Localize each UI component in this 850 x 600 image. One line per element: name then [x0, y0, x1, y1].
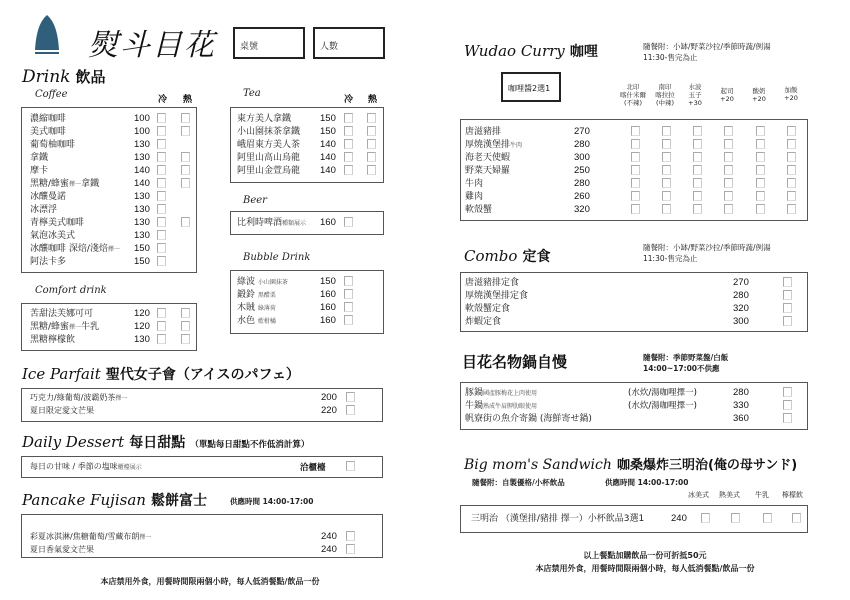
cold-checkbox[interactable] [157, 243, 166, 253]
menu-item: 東方美人拿鐵 150 [231, 113, 383, 125]
order-checkbox[interactable] [346, 544, 355, 554]
hot-checkbox[interactable] [181, 178, 190, 188]
menu-item: 每日の甘味 / 季節の塩味櫃檯展示 洽櫃檯 [22, 461, 382, 473]
order-checkbox[interactable] [783, 277, 792, 287]
menu-item: 冰釀咖啡 深焙/淺焙擇一 150 [22, 243, 196, 255]
menu-item: 厚燒漢堡排定食 280 [461, 290, 807, 302]
curry-option-yogurt: 酸奶 +20 [752, 87, 766, 103]
cold-checkbox[interactable] [157, 139, 166, 149]
option-checkbox[interactable] [631, 126, 640, 136]
option-checkbox[interactable] [662, 191, 671, 201]
order-checkbox[interactable] [783, 400, 792, 410]
cold-checkbox[interactable] [344, 165, 353, 175]
tea-cold-header: 冷 [344, 95, 354, 105]
hot-checkbox[interactable] [181, 308, 190, 318]
option-checkbox[interactable] [693, 126, 702, 136]
drink-option-checkbox[interactable] [763, 513, 772, 523]
option-checkbox[interactable] [724, 126, 733, 136]
order-checkbox[interactable] [346, 392, 355, 402]
coffee-subtitle: Coffee [35, 89, 68, 100]
option-checkbox[interactable] [787, 139, 796, 149]
menu-item: 彩夏冰淇淋/焦糖葡萄/雪藏布朗擇一 240 [22, 531, 382, 543]
menu-item: 峨眉東方美人茶 140 [231, 139, 383, 151]
menu-item: 海老天使蝦 300 [461, 152, 807, 164]
drink-option-checkbox[interactable] [731, 513, 740, 523]
option-checkbox[interactable] [756, 126, 765, 136]
option-checkbox[interactable] [693, 152, 702, 162]
order-checkbox[interactable] [344, 315, 353, 325]
option-checkbox[interactable] [756, 204, 765, 214]
menu-item: 夏日限定愛文芒果 220 [22, 405, 382, 417]
menu-item: 鍛鈴 黑醋栗 160 [231, 289, 383, 301]
cold-checkbox[interactable] [157, 256, 166, 266]
option-checkbox[interactable] [724, 139, 733, 149]
order-checkbox[interactable] [783, 290, 792, 300]
cold-checkbox[interactable] [344, 126, 353, 136]
daily-dessert-list [21, 456, 383, 478]
guest-count-label: 人數 [320, 42, 339, 52]
hot-checkbox[interactable] [181, 165, 190, 175]
cold-checkbox[interactable] [157, 308, 166, 318]
menu-item: 葡萄柚咖啡 130 [22, 139, 196, 151]
sandwich-title: Big mom's Sandwich 咖桑爆炸三明治(俺の母サンド) [464, 457, 798, 473]
curry-option-south-indian: 南印 喀拉拉 (中辣) [655, 83, 675, 107]
option-checkbox[interactable] [662, 178, 671, 188]
cold-checkbox[interactable] [157, 334, 166, 344]
menu-item: 唐滋豬排 270 [461, 126, 807, 138]
order-checkbox[interactable] [346, 461, 355, 471]
menu-item: 雞肉 260 [461, 191, 807, 203]
combo-side-note: 隨餐附：小缽/野菜沙拉/季節時蔬/例湯 [643, 243, 771, 252]
sandwich-list [460, 505, 808, 533]
hot-checkbox[interactable] [367, 139, 376, 149]
order-checkbox[interactable] [346, 531, 355, 541]
menu-item: 木賊 綠薄荷 160 [231, 302, 383, 314]
addon-discount-note: 以上餐點加購飲品一份可折抵50元 [583, 551, 707, 560]
menu-item: 美式咖啡 100 [22, 126, 196, 138]
curry-side-note: 隨餐附：小缽/野菜沙拉/季節時蔬/例湯 [643, 42, 771, 51]
option-checkbox[interactable] [662, 165, 671, 175]
order-checkbox[interactable] [344, 276, 353, 286]
daily-dessert-title: Daily Dessert 每日甜點 （單點每日甜點不作低消計算） [22, 433, 310, 451]
option-checkbox[interactable] [724, 191, 733, 201]
menu-item: 摩卡 140 [22, 165, 196, 177]
option-checkbox[interactable] [631, 204, 640, 214]
tea-list [230, 107, 384, 183]
cold-checkbox[interactable] [157, 165, 166, 175]
option-checkbox[interactable] [787, 152, 796, 162]
menu-item: 三明治 （漢堡排/豬排 擇一）小杯飲品3選1 240 [461, 513, 807, 525]
tea-subtitle: Tea [243, 88, 261, 99]
pancake-list [21, 514, 383, 558]
sandwich-drink-option-milk: 牛乳 [755, 491, 769, 499]
menu-item: 小山園抹茶拿鐵 150 [231, 126, 383, 138]
menu-item: 炸蝦定食 300 [461, 316, 807, 328]
option-checkbox[interactable] [787, 126, 796, 136]
sandwich-drink-option-hot-americano: 熱美式 [719, 491, 740, 499]
hot-checkbox[interactable] [181, 321, 190, 331]
menu-item: 軟殼蟹定食 320 [461, 303, 807, 315]
hot-checkbox[interactable] [367, 165, 376, 175]
option-checkbox[interactable] [787, 191, 796, 201]
ice-parfait-title: Ice Parfait 聖代女子會（アイスのパフェ） [22, 365, 300, 383]
tea-hot-header: 熱 [368, 95, 378, 105]
option-checkbox[interactable] [662, 152, 671, 162]
option-checkbox[interactable] [724, 178, 733, 188]
combo-title: Combo 定食 [464, 247, 551, 265]
order-checkbox[interactable] [783, 316, 792, 326]
option-checkbox[interactable] [756, 165, 765, 175]
option-checkbox[interactable] [631, 191, 640, 201]
drink-option-checkbox[interactable] [701, 513, 710, 523]
menu-item: 冰釀曼諾 130 [22, 191, 196, 203]
menu-item: 拿鐵 130 [22, 152, 196, 164]
comfort-drink-subtitle: Comfort drink [35, 285, 107, 296]
coffee-hot-header: 熱 [183, 95, 193, 105]
option-checkbox[interactable] [631, 165, 640, 175]
option-checkbox[interactable] [693, 178, 702, 188]
option-checkbox[interactable] [631, 178, 640, 188]
option-checkbox[interactable] [693, 139, 702, 149]
cold-checkbox[interactable] [344, 139, 353, 149]
hotpot-list [460, 382, 808, 430]
curry-list [460, 119, 808, 221]
option-checkbox[interactable] [662, 126, 671, 136]
order-checkbox[interactable] [346, 405, 355, 415]
cold-checkbox[interactable] [344, 152, 353, 162]
menu-item: 黑糖/蜂蜜擇一拿鐵 140 [22, 178, 196, 190]
order-checkbox[interactable] [344, 289, 353, 299]
hot-checkbox[interactable] [367, 126, 376, 136]
beer-subtitle: Beer [243, 195, 267, 206]
order-checkbox[interactable] [344, 217, 353, 227]
guest-count-field[interactable] [313, 27, 385, 59]
coffee-cold-header: 冷 [158, 95, 168, 105]
menu-item: 水色 藍柑橘 160 [231, 315, 383, 327]
cold-checkbox[interactable] [157, 126, 166, 136]
cold-checkbox[interactable] [157, 178, 166, 188]
menu-item: 牛鍋熟成牛肩胛肋眼使用 (水炊/湯咖哩擇一) 330 [461, 400, 807, 412]
option-checkbox[interactable] [724, 204, 733, 214]
brand-logo-icon [34, 14, 60, 56]
hot-checkbox[interactable] [181, 334, 190, 344]
table-number-label: 桌號 [240, 42, 259, 52]
comfort-drink-list [21, 303, 197, 351]
hot-checkbox[interactable] [181, 126, 190, 136]
menu-item: 豚鍋國產豚梅花上肉使用 (水炊/湯咖哩擇一) 280 [461, 387, 807, 399]
menu-item: 青檸美式咖啡 130 [22, 217, 196, 229]
sandwich-drink-option-lemonade: 檸檬飲 [782, 491, 803, 499]
sandwich-side-note: 隨餐附：自製優格/小杯飲品 [472, 478, 565, 487]
brand-calligraphy: 熨斗目花 [88, 28, 216, 63]
ice-parfait-list [21, 388, 383, 422]
option-checkbox[interactable] [756, 152, 765, 162]
pancake-title: Pancake Fujisan 鬆餅富士 [22, 491, 208, 509]
coffee-list [21, 107, 197, 273]
menu-item: 牛肉 280 [461, 178, 807, 190]
hotpot-hours: 14:00~17:00不供應 [643, 364, 720, 373]
menu-item: 氣泡冰美式 130 [22, 230, 196, 242]
curry-option-poached-egg: 水波 玉子 +30 [688, 83, 702, 107]
option-checkbox[interactable] [787, 178, 796, 188]
menu-item: 冰漂浮 130 [22, 204, 196, 216]
menu-item: 厚燒漢堡排牛肉 280 [461, 139, 807, 151]
option-checkbox[interactable] [631, 139, 640, 149]
option-checkbox[interactable] [756, 178, 765, 188]
menu-item: 黑糖/蜂蜜擇一牛乳 120 [22, 321, 196, 333]
option-checkbox[interactable] [693, 204, 702, 214]
cold-checkbox[interactable] [157, 321, 166, 331]
menu-item: 黑糖檸檬飲 130 [22, 334, 196, 346]
cold-checkbox[interactable] [344, 113, 353, 123]
drink-section-title: Drink 飲品 [22, 67, 106, 87]
option-checkbox[interactable] [662, 139, 671, 149]
option-checkbox[interactable] [724, 152, 733, 162]
curry-option-extra-rice: 加飯 +20 [784, 86, 798, 102]
hot-checkbox[interactable] [367, 113, 376, 123]
order-checkbox[interactable] [344, 302, 353, 312]
menu-item: 比利時啤酒種類展示 160 [231, 217, 383, 229]
option-checkbox[interactable] [787, 165, 796, 175]
cold-checkbox[interactable] [157, 204, 166, 214]
menu-item: 夏日香氣愛文芒果 240 [22, 544, 382, 556]
menu-item: 苦甜法芙娜可可 120 [22, 308, 196, 320]
cold-checkbox[interactable] [157, 230, 166, 240]
curry-sauce-choice-box: 咖哩醬2選1 [501, 72, 561, 102]
table-number-field[interactable] [233, 27, 305, 59]
cold-checkbox[interactable] [157, 191, 166, 201]
menu-item: 野菜天婦羅 250 [461, 165, 807, 177]
menu-item: 帆寮街の魚介寄鍋 (海鮮寄せ鍋) 360 [461, 413, 807, 425]
curry-hours: 11:30-售完為止 [643, 53, 698, 62]
option-checkbox[interactable] [662, 204, 671, 214]
curry-title: Wudao Curry 咖哩 [464, 42, 598, 60]
option-checkbox[interactable] [631, 152, 640, 162]
cold-checkbox[interactable] [157, 217, 166, 227]
order-checkbox[interactable] [783, 387, 792, 397]
hotpot-side-note: 隨餐附：季節野菜盤/白飯 [643, 353, 729, 362]
option-checkbox[interactable] [693, 165, 702, 175]
curry-option-cheese: 起司 +20 [720, 87, 734, 103]
menu-item: 軟殼蟹 320 [461, 204, 807, 216]
menu-item: 綠波 小山園抹茶 150 [231, 276, 383, 288]
bubble-drink-subtitle: Bubble Drink [243, 252, 311, 263]
option-checkbox[interactable] [693, 191, 702, 201]
pancake-hours: 供應時間 14:00-17:00 [230, 497, 314, 506]
hot-checkbox[interactable] [181, 113, 190, 123]
menu-item: 唐滋豬排定食 270 [461, 277, 807, 289]
order-checkbox[interactable] [783, 413, 792, 423]
curry-option-north-indian: 北印 喀什米爾 (不辣) [620, 83, 646, 107]
combo-hours: 11:30-售完為止 [643, 254, 698, 263]
bubble-drink-list [230, 270, 384, 334]
menu-item: 阿法卡多 150 [22, 256, 196, 268]
hot-checkbox[interactable] [181, 217, 190, 227]
option-checkbox[interactable] [756, 139, 765, 149]
combo-list [460, 272, 808, 332]
cold-checkbox[interactable] [157, 113, 166, 123]
menu-item: 阿里山金萱烏龍 140 [231, 165, 383, 177]
hot-checkbox[interactable] [367, 152, 376, 162]
drink-option-checkbox[interactable] [792, 513, 801, 523]
right-footer-note: 本店禁用外食，用餐時間限兩個小時，每人低消餐點/飲品一份 [535, 564, 755, 573]
option-checkbox[interactable] [756, 191, 765, 201]
hotpot-title: 目花名物鍋自慢 [462, 353, 568, 371]
menu-item: 阿里山高山烏龍 140 [231, 152, 383, 164]
option-checkbox[interactable] [724, 165, 733, 175]
order-checkbox[interactable] [783, 303, 792, 313]
sandwich-hours: 供應時間 14:00-17:00 [605, 478, 689, 487]
cold-checkbox[interactable] [157, 152, 166, 162]
left-footer-note: 本店禁用外食，用餐時間限兩個小時，每人低消餐點/飲品一份 [100, 577, 320, 586]
menu-item: 濃縮咖啡 100 [22, 113, 196, 125]
option-checkbox[interactable] [787, 204, 796, 214]
beer-list [230, 211, 384, 235]
sandwich-drink-option-iced-americano: 冰美式 [688, 491, 709, 499]
menu-item: 巧克力/綠葡萄/波霸奶茶擇一 200 [22, 392, 382, 404]
hot-checkbox[interactable] [181, 152, 190, 162]
